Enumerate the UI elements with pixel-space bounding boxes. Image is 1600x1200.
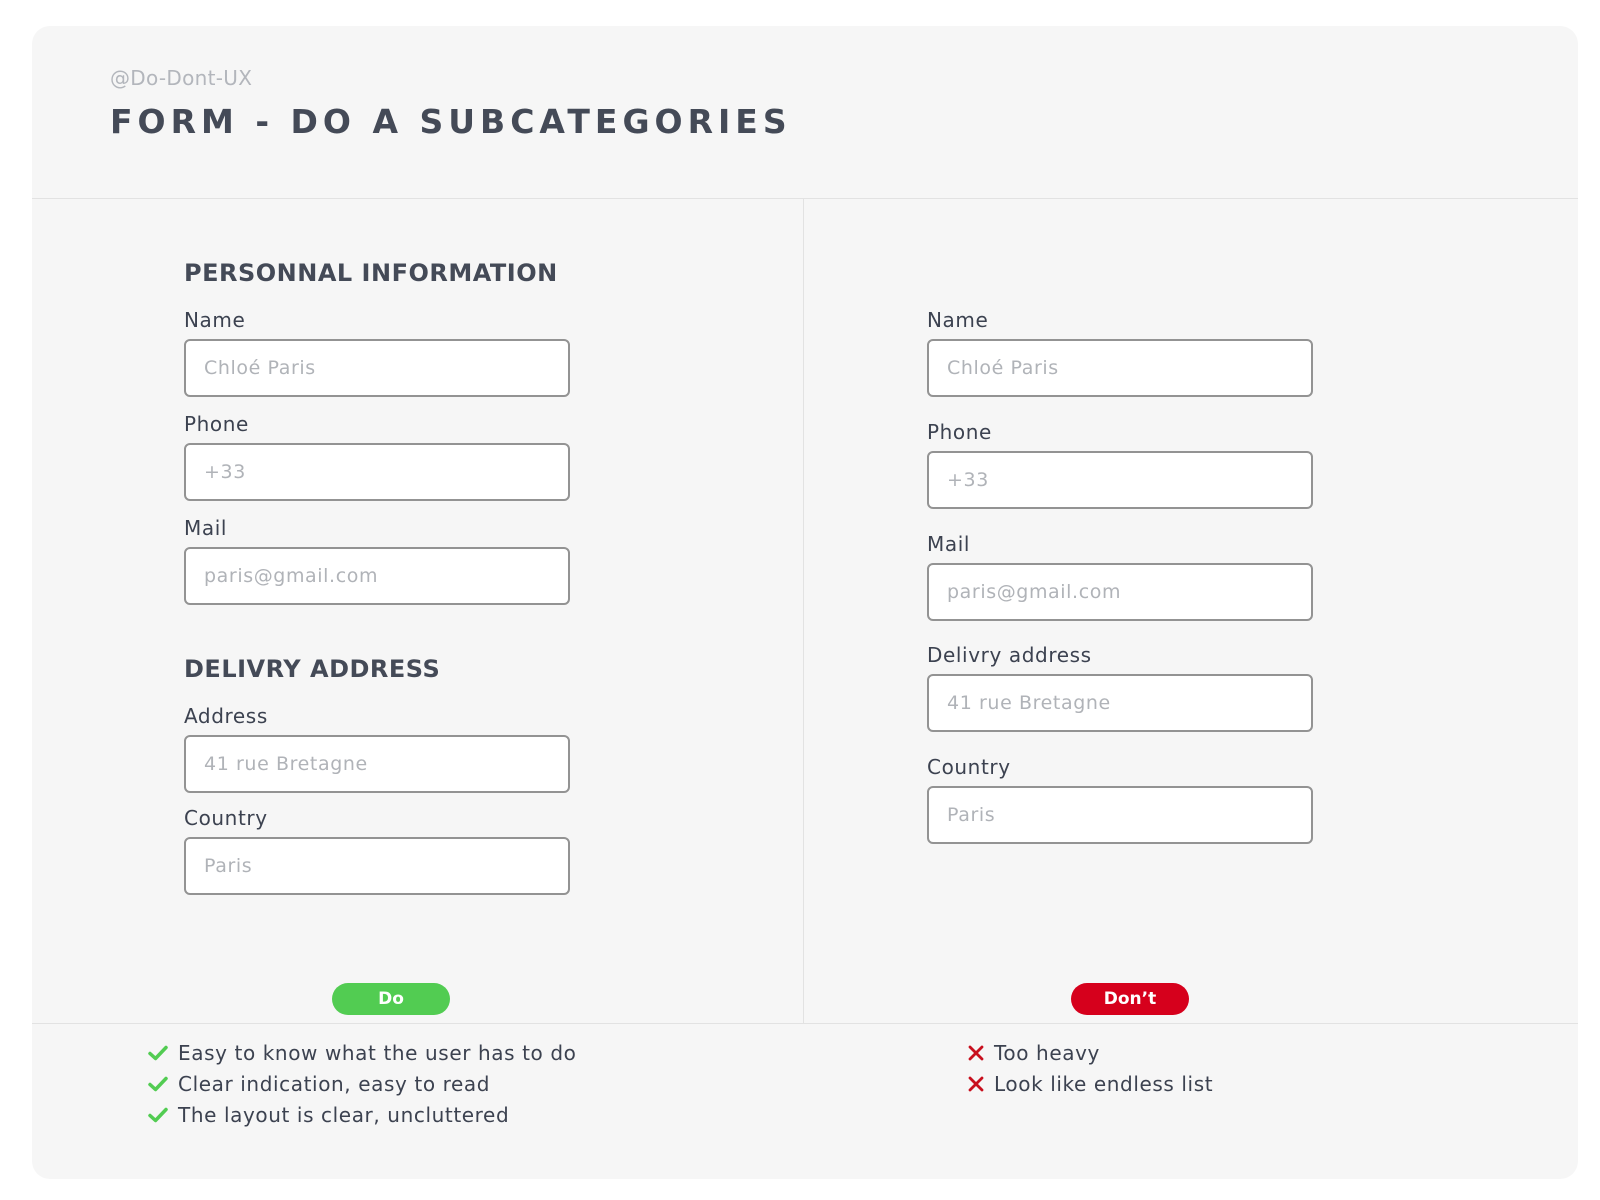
pro-text: The layout is clear, uncluttered [178,1102,510,1127]
dont-phone-input[interactable] [927,451,1313,509]
pros-list [148,1037,576,1130]
dont-phone-label: Phone [927,420,992,444]
cross-icon [968,1045,984,1061]
cross-icon [968,1076,984,1092]
do-badge: Do [332,983,450,1015]
phone-input[interactable] [184,443,570,501]
dont-panel [804,198,1578,1023]
pro-text: Clear indication, easy to read [178,1071,491,1096]
section-heading-delivery: DELIVRY ADDRESS [184,655,441,683]
dont-name-input[interactable] [927,339,1313,397]
country-placeholder: Paris [204,855,253,877]
con-item [968,1037,1213,1068]
mail-label: Mail [184,516,228,540]
country-input[interactable] [184,837,570,895]
checkmark-icon [148,1076,168,1092]
phone-placeholder: +33 [204,461,246,483]
cons-list [968,1037,1213,1099]
footer-divider [32,1023,1578,1024]
dont-name-label: Name [927,308,989,332]
section-heading-personal: PERSONNAL INFORMATION [184,259,558,287]
checkmark-icon [148,1045,168,1061]
name-placeholder: Chloé Paris [204,357,316,379]
example-card [32,26,1578,1179]
phone-label: Phone [184,412,249,436]
con-item [968,1068,1213,1099]
dont-phone-placeholder: +33 [947,469,989,491]
mail-placeholder: paris@gmail.com [204,565,379,587]
dont-mail-input[interactable] [927,563,1313,621]
mail-input[interactable] [184,547,570,605]
dont-country-input[interactable] [927,786,1313,844]
dont-mail-placeholder: paris@gmail.com [947,581,1122,603]
do-panel [32,198,803,1023]
checkmark-icon [148,1107,168,1123]
dont-address-placeholder: 41 rue Bretagne [947,692,1111,714]
dont-address-label: Delivry address [927,643,1092,667]
con-text: Too heavy [994,1040,1100,1065]
author-handle: @Do-Dont-UX [110,66,253,90]
address-placeholder: 41 rue Bretagne [204,753,368,775]
pro-item [148,1068,576,1099]
dont-name-placeholder: Chloé Paris [947,357,1059,379]
dont-badge: Don’t [1071,983,1189,1015]
page-title: FORM - DO A SUBCATEGORIES [110,102,792,141]
dont-mail-label: Mail [927,532,971,556]
country-label: Country [184,806,268,830]
dont-country-label: Country [927,755,1011,779]
pro-item [148,1099,576,1130]
dont-country-placeholder: Paris [947,804,996,826]
address-label: Address [184,704,268,728]
name-label: Name [184,308,246,332]
con-text: Look like endless list [994,1071,1214,1096]
dont-address-input[interactable] [927,674,1313,732]
pro-item [148,1037,576,1068]
address-input[interactable] [184,735,570,793]
name-input[interactable] [184,339,570,397]
pro-text: Easy to know what the user has to do [178,1040,577,1065]
